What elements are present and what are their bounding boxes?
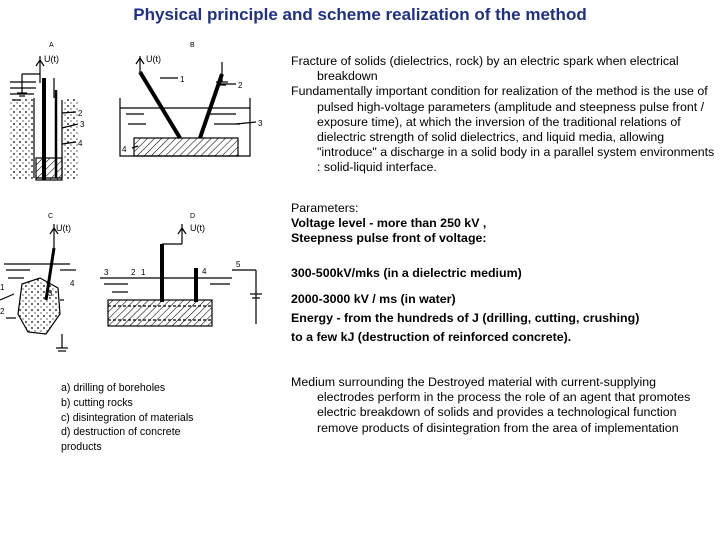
d-callout-2: 2 [131,268,136,277]
b-callout-4: 4 [122,145,127,154]
panel-b-label: B [190,42,195,49]
panel-d-voltage-label: U(t) [190,223,205,233]
panel-d-label: D [190,213,196,220]
panel-d-concrete [100,213,262,326]
method-schematics-figure [0,38,280,368]
a-callout-4: 4 [78,139,83,148]
panel-a-drilling [10,42,85,180]
b-callout-3: 3 [258,119,263,128]
parameters-block [291,201,715,247]
d-callout-1: 1 [141,268,146,277]
d-callout-4: 4 [202,267,207,276]
panel-a-label: A [49,42,54,49]
parameters-heading: Parameters: [291,201,359,215]
principle-paragraph: Fracture of solids (dielectrics, rock) by an electric spark when electrical breakdown [291,54,679,84]
panel-c-label: C [48,213,54,220]
water-rate-text: 2000-3000 kV / ms (in water) [291,292,456,306]
d-callout-5: 5 [236,260,241,269]
page-title: Physical principle and scheme realization of the method [133,5,587,24]
medium-block [291,375,715,436]
condition-paragraph: Fundamentally important condition for realization of the method is the use of pulsed high-voltage parameters (amplitude and steepness pulse front / exposure time), at which the inversion of the traditional relations of dielectric strength of solid dielectrics, and liquid media, allowing "introduce" a discharge in a solid body in a parallel system environments : solid-liquid interface. [291,84,715,175]
energy-text: Energy - from the hundreds of J (drilling, cutting, crushing) [291,311,640,326]
list-item: d) destruction of concrete [61,426,181,439]
applications-list [61,381,193,455]
panel-c-disintegration [0,213,76,351]
energy-block [291,292,715,346]
list-item: b) cutting rocks [61,396,133,409]
c-callout-3: 3 [48,289,53,298]
voltage-level-text: Voltage level - more than 250 kV , [291,216,487,231]
dielectric-rate-text: 300-500kV/mks (in a dielectric medium) [291,266,522,280]
c-callout-2: 2 [0,307,5,316]
list-item: products [61,441,102,454]
c-callout-1: 1 [0,283,5,292]
steepness-text: Steepness pulse front of voltage: [291,231,487,246]
panel-b-voltage-label: U(t) [146,54,161,64]
list-item: a) drilling of boreholes [61,382,166,394]
a-callout-2: 2 [78,109,83,118]
b-callout-2: 2 [238,81,243,90]
a-callout-3: 3 [80,120,85,129]
c-callout-4: 4 [70,279,75,288]
d-callout-3: 3 [104,268,109,277]
panel-b-cutting [120,42,263,156]
dielectric-rate-block [291,266,715,281]
b-callout-1: 1 [180,75,185,84]
list-item: c) disintegration of materials [61,411,194,424]
energy-text-2: to a few kJ (destruction of reinforced concrete). [291,330,572,345]
description-block [291,54,715,176]
medium-paragraph: Medium surrounding the Destroyed material with current-supplying electrodes perform in the process the role of an agent that promotes electric breakdown of solids and provides a technological function remove products of disintegration from the area of implementation [291,375,691,435]
panel-c-voltage-label: U(t) [56,223,71,233]
panel-a-voltage-label: U(t) [44,54,59,64]
